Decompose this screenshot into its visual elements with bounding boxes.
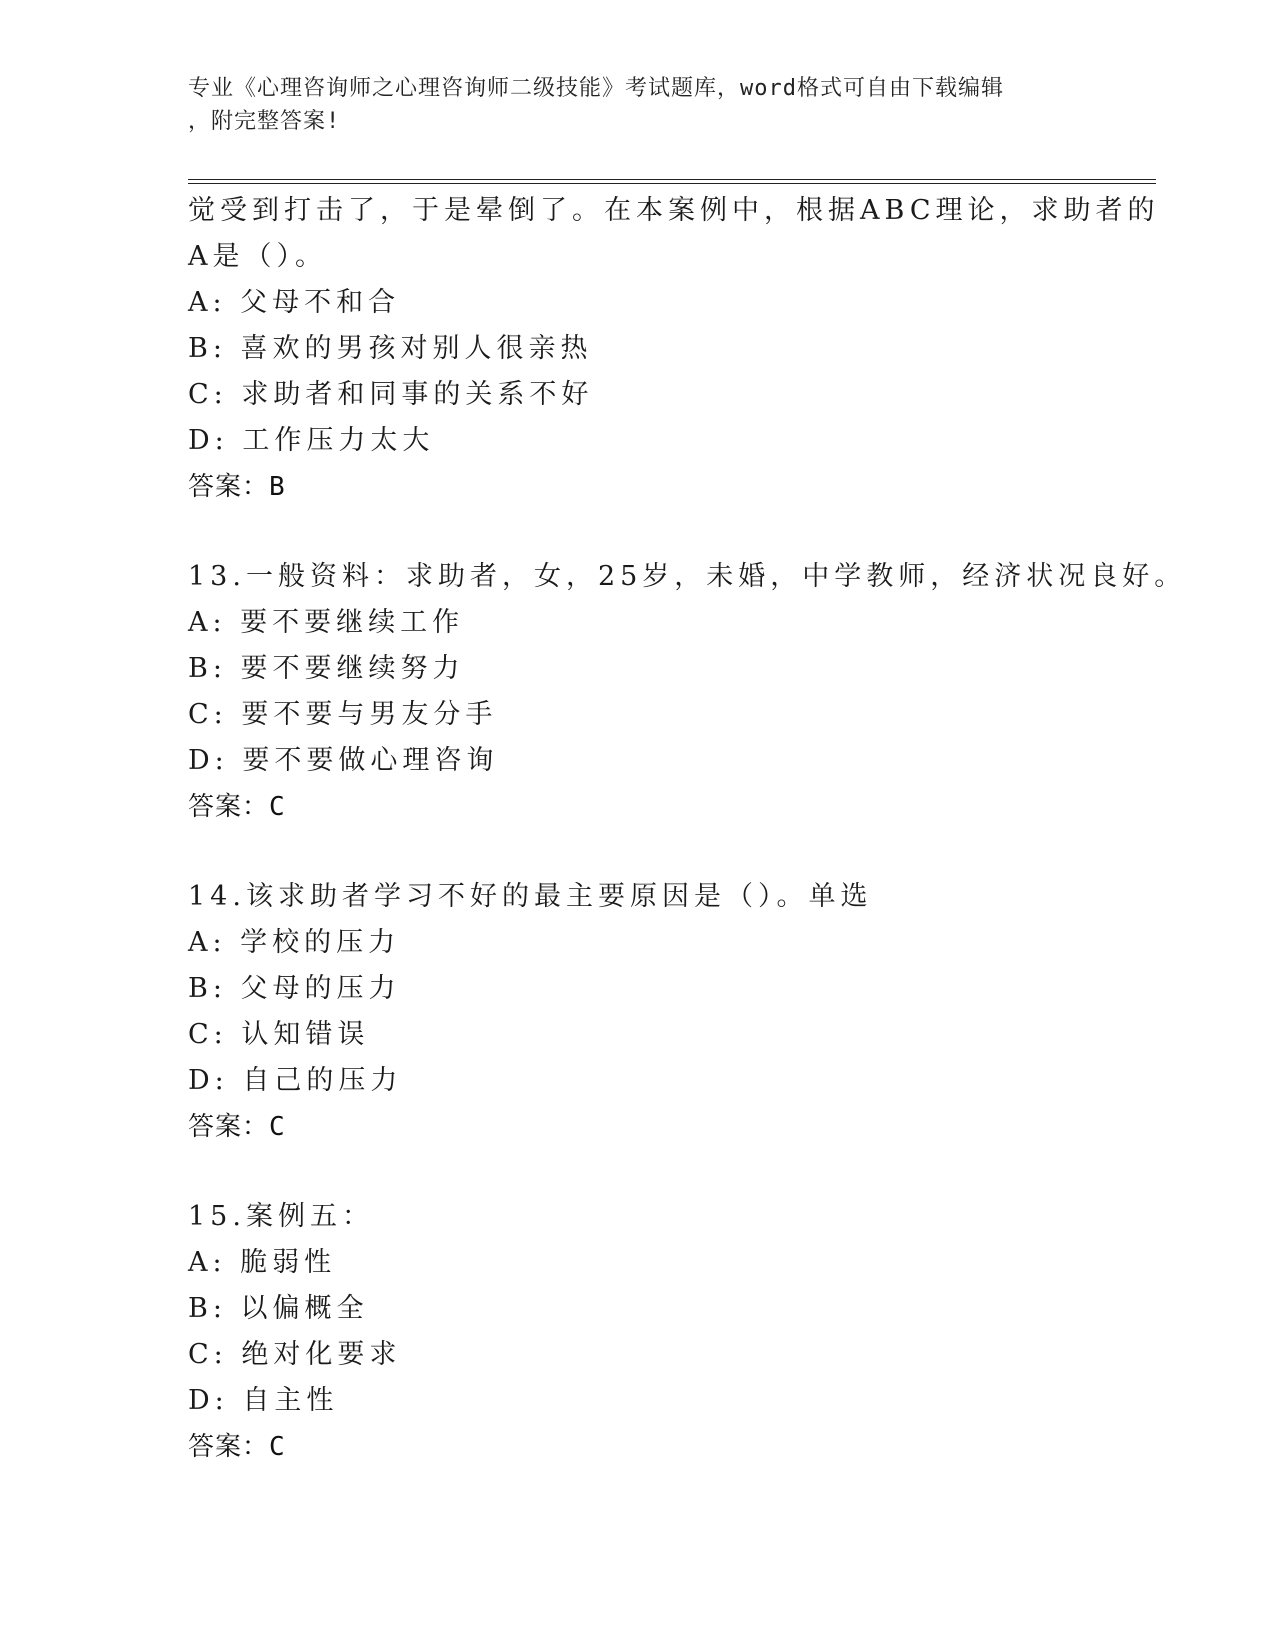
option-b: B: 要不要继续努力 bbox=[188, 653, 465, 684]
option-c: C: 绝对化要求 bbox=[188, 1339, 402, 1370]
spacer bbox=[188, 830, 1088, 874]
question-stem-line: A是（）。 bbox=[188, 241, 327, 272]
question-list bbox=[188, 188, 1187, 1470]
option-b: B: 喜欢的男孩对别人很亲热 bbox=[188, 333, 593, 364]
option-d: D: 自主性 bbox=[188, 1385, 339, 1416]
answer-line bbox=[188, 464, 1088, 510]
option-a: A: 要不要继续工作 bbox=[188, 607, 465, 638]
option-c: C: 要不要与男友分手 bbox=[188, 699, 498, 730]
question-stem: 14.该求助者学习不好的最主要原因是（）。单选 bbox=[188, 881, 873, 912]
spacer bbox=[188, 510, 1088, 554]
header-divider-top bbox=[188, 179, 1156, 180]
spacer bbox=[188, 1150, 1088, 1194]
document-header bbox=[188, 72, 1088, 138]
option-c: C: 求助者和同事的关系不好 bbox=[188, 379, 594, 410]
option-a: A: 父母不和合 bbox=[188, 287, 401, 318]
question-stem-line: 觉受到打击了，于是晕倒了。在本案例中，根据ABC理论，求助者的 bbox=[188, 195, 1160, 226]
header-line-1: 专业《心理咨询师之心理咨询师二级技能》考试题库，word格式可自由下载编辑 bbox=[188, 76, 1004, 101]
option-c: C: 认知错误 bbox=[188, 1019, 370, 1050]
question-item bbox=[188, 554, 1187, 830]
option-a: A: 学校的压力 bbox=[188, 927, 401, 958]
answer-line bbox=[188, 1104, 1088, 1150]
answer-label: 答案： bbox=[188, 1112, 270, 1142]
question-continuation bbox=[188, 188, 1160, 510]
option-b: B: 父母的压力 bbox=[188, 973, 401, 1004]
answer-label: 答案： bbox=[188, 792, 270, 822]
header-divider-bottom bbox=[188, 183, 1156, 184]
answer-label: 答案： bbox=[188, 1432, 270, 1462]
header-line-2: ，附完整答案! bbox=[188, 109, 341, 134]
option-d: D: 自己的压力 bbox=[188, 1065, 403, 1096]
option-d: D: 工作压力太大 bbox=[188, 425, 435, 456]
question-item bbox=[188, 874, 1088, 1150]
question-stem: 13.一般资料：求助者，女，25岁，未婚，中学教师，经济状况良好。 bbox=[188, 561, 1187, 592]
option-b: B: 以偏概全 bbox=[188, 1293, 369, 1324]
question-item bbox=[188, 1194, 1088, 1470]
answer-label: 答案： bbox=[188, 472, 270, 502]
option-a: A: 脆弱性 bbox=[188, 1247, 337, 1278]
answer-value: C bbox=[269, 792, 286, 822]
question-stem: 15.案例五： bbox=[188, 1201, 374, 1232]
answer-line bbox=[188, 784, 1088, 830]
answer-line bbox=[188, 1424, 1088, 1470]
answer-value: B bbox=[269, 472, 286, 502]
answer-value: C bbox=[269, 1112, 286, 1142]
option-d: D: 要不要做心理咨询 bbox=[188, 745, 499, 776]
answer-value: C bbox=[269, 1432, 286, 1462]
